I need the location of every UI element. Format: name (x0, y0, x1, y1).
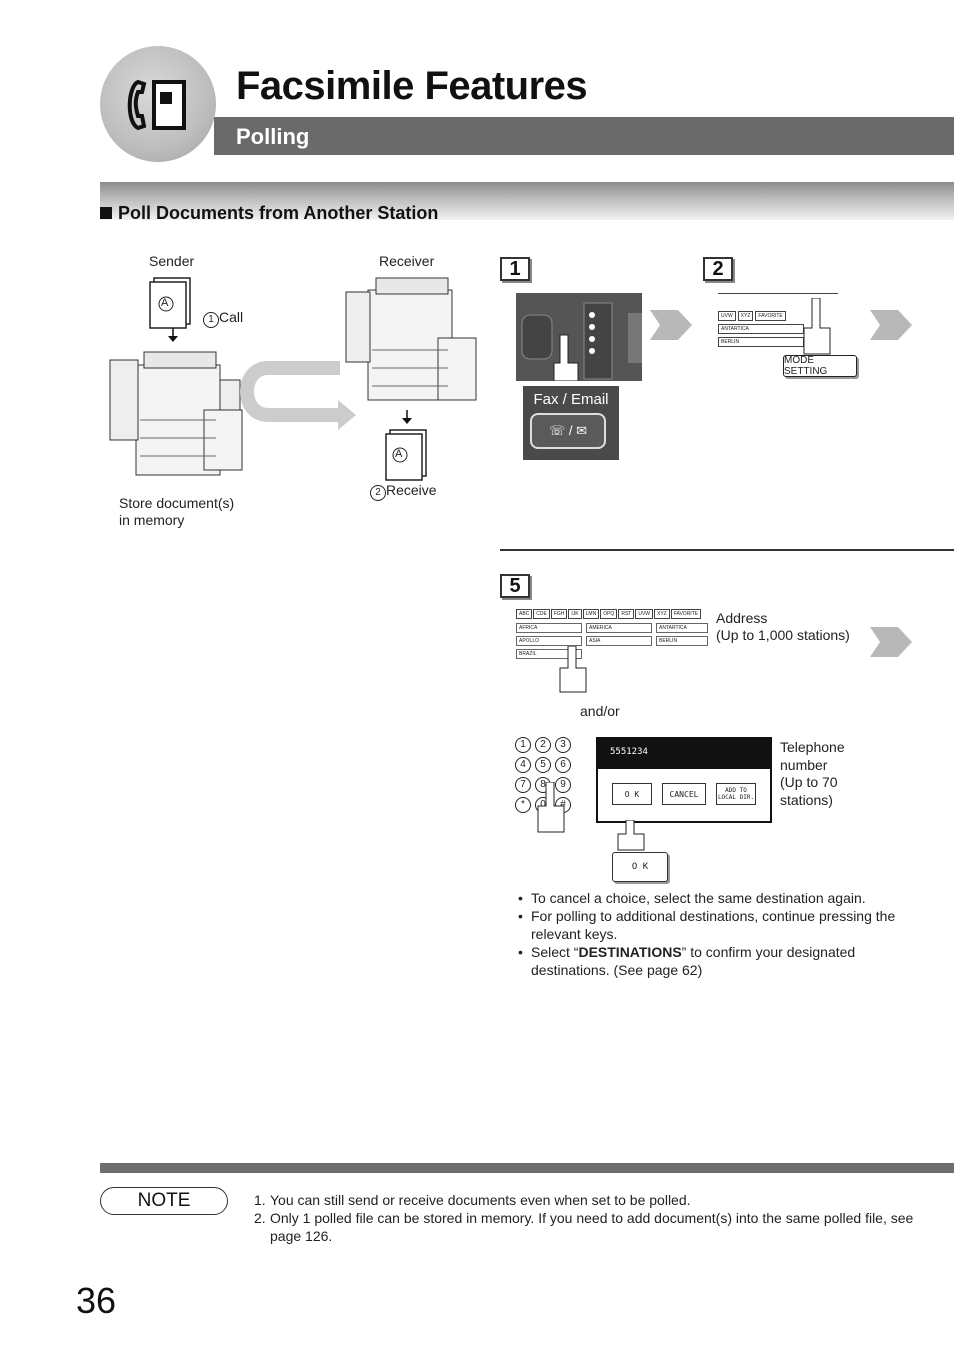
fax-email-icon: ☏ / ✉ (549, 423, 587, 438)
address-tab[interactable]: LMN (583, 609, 600, 619)
address-tab-row (516, 609, 706, 619)
page-subtitle: Polling (236, 124, 310, 149)
note-number: 2. (254, 1210, 266, 1226)
note-label: NOTE (100, 1187, 228, 1215)
tel-label-line3: (Up to 70 (780, 774, 838, 790)
receiver-label: Receiver (379, 253, 435, 269)
step2-tab[interactable]: XYZ (738, 311, 754, 321)
keypad-key[interactable]: 9 (555, 777, 571, 793)
cancel-button[interactable]: CANCEL (662, 783, 706, 805)
receiver-copier-icon (346, 278, 476, 400)
call-label (203, 309, 243, 328)
tel-label-line4: stations) (780, 792, 833, 808)
step-5-badge: 5 (500, 574, 530, 598)
ok-button[interactable]: O K (612, 783, 652, 805)
call-text: Call (219, 309, 244, 325)
address-entry[interactable]: ANTARTICA (656, 623, 708, 633)
note-item (254, 1191, 924, 1209)
step2-tab[interactable]: FAVORITE (755, 311, 785, 321)
store-label-line2: in memory (119, 512, 185, 528)
pointing-hand-icon (616, 820, 650, 852)
address-entry[interactable]: APOLLO (516, 636, 582, 646)
address-book-screen (516, 609, 706, 687)
address-grid (516, 623, 706, 659)
address-label-line2: (Up to 1,000 stations) (716, 627, 850, 643)
address-tab[interactable]: CDE (533, 609, 550, 619)
next-arrow-icon (870, 627, 912, 657)
section-heading (100, 203, 438, 224)
address-tab[interactable]: OPQ (600, 609, 617, 619)
receive-text: Receive (386, 482, 437, 498)
keypad-key[interactable]: 0 (535, 797, 551, 813)
keypad-key[interactable]: 3 (555, 737, 571, 753)
address-label-line1: Address (716, 610, 768, 626)
note-item (254, 1209, 924, 1245)
sender-label: Sender (149, 253, 195, 269)
note-text: You can still send or receive documents even when set to be polled. (270, 1192, 691, 1208)
address-tab[interactable]: XYZ (654, 609, 670, 619)
address-entry[interactable]: BRAZIL (516, 649, 582, 659)
step-2-badge: 2 (703, 257, 733, 281)
address-tab[interactable]: RST (618, 609, 634, 619)
keypad-key[interactable]: 4 (515, 757, 531, 773)
address-tab[interactable]: FGH (551, 609, 568, 619)
keypad-key[interactable]: 5 (535, 757, 551, 773)
pointing-hand-icon (796, 298, 836, 356)
tel-label-line1: Telephone (780, 739, 845, 755)
telephone-entry-screen (596, 737, 772, 823)
bullet-item: • For polling to additional destinations, continue pressing the relevant keys. (518, 907, 898, 943)
keypad-key[interactable]: * (515, 797, 531, 813)
pointing-hand-icon (556, 646, 590, 694)
page-title: Facsimile Features (236, 64, 588, 108)
step2-address[interactable]: ANTARTICA (718, 324, 804, 334)
ok-button-enlarged[interactable]: O K (612, 852, 668, 882)
note-list (254, 1191, 924, 1245)
document-icon (150, 278, 190, 328)
address-entry[interactable]: ASIA (586, 636, 652, 646)
address-entry[interactable]: AFRICA (516, 623, 582, 633)
add-to-local-dir-button[interactable]: ADD TO LOCAL DIR. (716, 783, 756, 805)
fax-icon (100, 46, 216, 162)
address-tab[interactable]: IJK (568, 609, 581, 619)
fax-email-label: Fax / Email (533, 391, 609, 408)
mode-setting-button[interactable]: MODE SETTING (783, 355, 857, 377)
step2-tab[interactable]: UVW (718, 311, 736, 321)
tel-label-line2: number (780, 757, 828, 773)
polling-diagram (100, 270, 500, 510)
circle-number-2: 2 (370, 485, 386, 501)
square-bullet-icon (100, 207, 112, 219)
address-entry[interactable]: AMERICA (586, 623, 652, 633)
sender-copier-icon (110, 352, 242, 475)
receive-label (370, 482, 437, 501)
circle-number-1: 1 (203, 312, 219, 328)
note-text: Only 1 polled file can be stored in memory. If you need to add document(s) into the same polled file, see page 126. (270, 1210, 914, 1244)
next-arrow-icon (870, 310, 912, 340)
address-tab[interactable]: UVW (635, 609, 653, 619)
address-tab[interactable]: ABC (516, 609, 532, 619)
and-or-label: and/or (580, 703, 620, 719)
received-document-icon (386, 430, 426, 480)
control-panel-illustration (516, 293, 642, 381)
step2-address[interactable]: BERLIN (718, 337, 804, 347)
keypad-key[interactable]: 7 (515, 777, 531, 793)
address-entry[interactable]: BERLIN (656, 636, 708, 646)
doc-mark-sender: A (161, 297, 169, 309)
section-logo (100, 46, 216, 162)
pointing-hand-icon (536, 782, 570, 834)
subtitle-bar (214, 117, 954, 155)
store-label-line1: Store document(s) (119, 495, 235, 511)
step-divider (500, 549, 954, 551)
step-1-badge: 1 (500, 257, 530, 281)
section-heading-text: Poll Documents from Another Station (118, 203, 439, 223)
keypad-key[interactable]: 2 (535, 737, 551, 753)
doc-mark-receiver: A (395, 448, 403, 460)
keypad-key[interactable]: 1 (515, 737, 531, 753)
bullet-item: • Select “DESTINATIONS” to confirm your designated destinations. (See page 62) (518, 943, 898, 979)
page-number: 36 (76, 1280, 117, 1321)
keypad-key[interactable]: # (555, 797, 571, 813)
destinations-keyword: DESTINATIONS (578, 944, 682, 960)
fax-email-button[interactable] (530, 413, 606, 449)
bullet-item: • To cancel a choice, select the same destination again. (518, 889, 898, 907)
next-arrow-icon (650, 310, 692, 340)
keypad-key[interactable]: 8 (535, 777, 551, 793)
telephone-display: 5551234 (610, 747, 648, 757)
step5-bullet-list (518, 889, 898, 979)
address-tab[interactable]: FAVORITE (671, 609, 701, 619)
keypad-key[interactable]: 6 (555, 757, 571, 773)
note-number: 1. (254, 1192, 266, 1208)
note-divider-bar (100, 1163, 954, 1173)
telephone-button-area (598, 769, 770, 821)
